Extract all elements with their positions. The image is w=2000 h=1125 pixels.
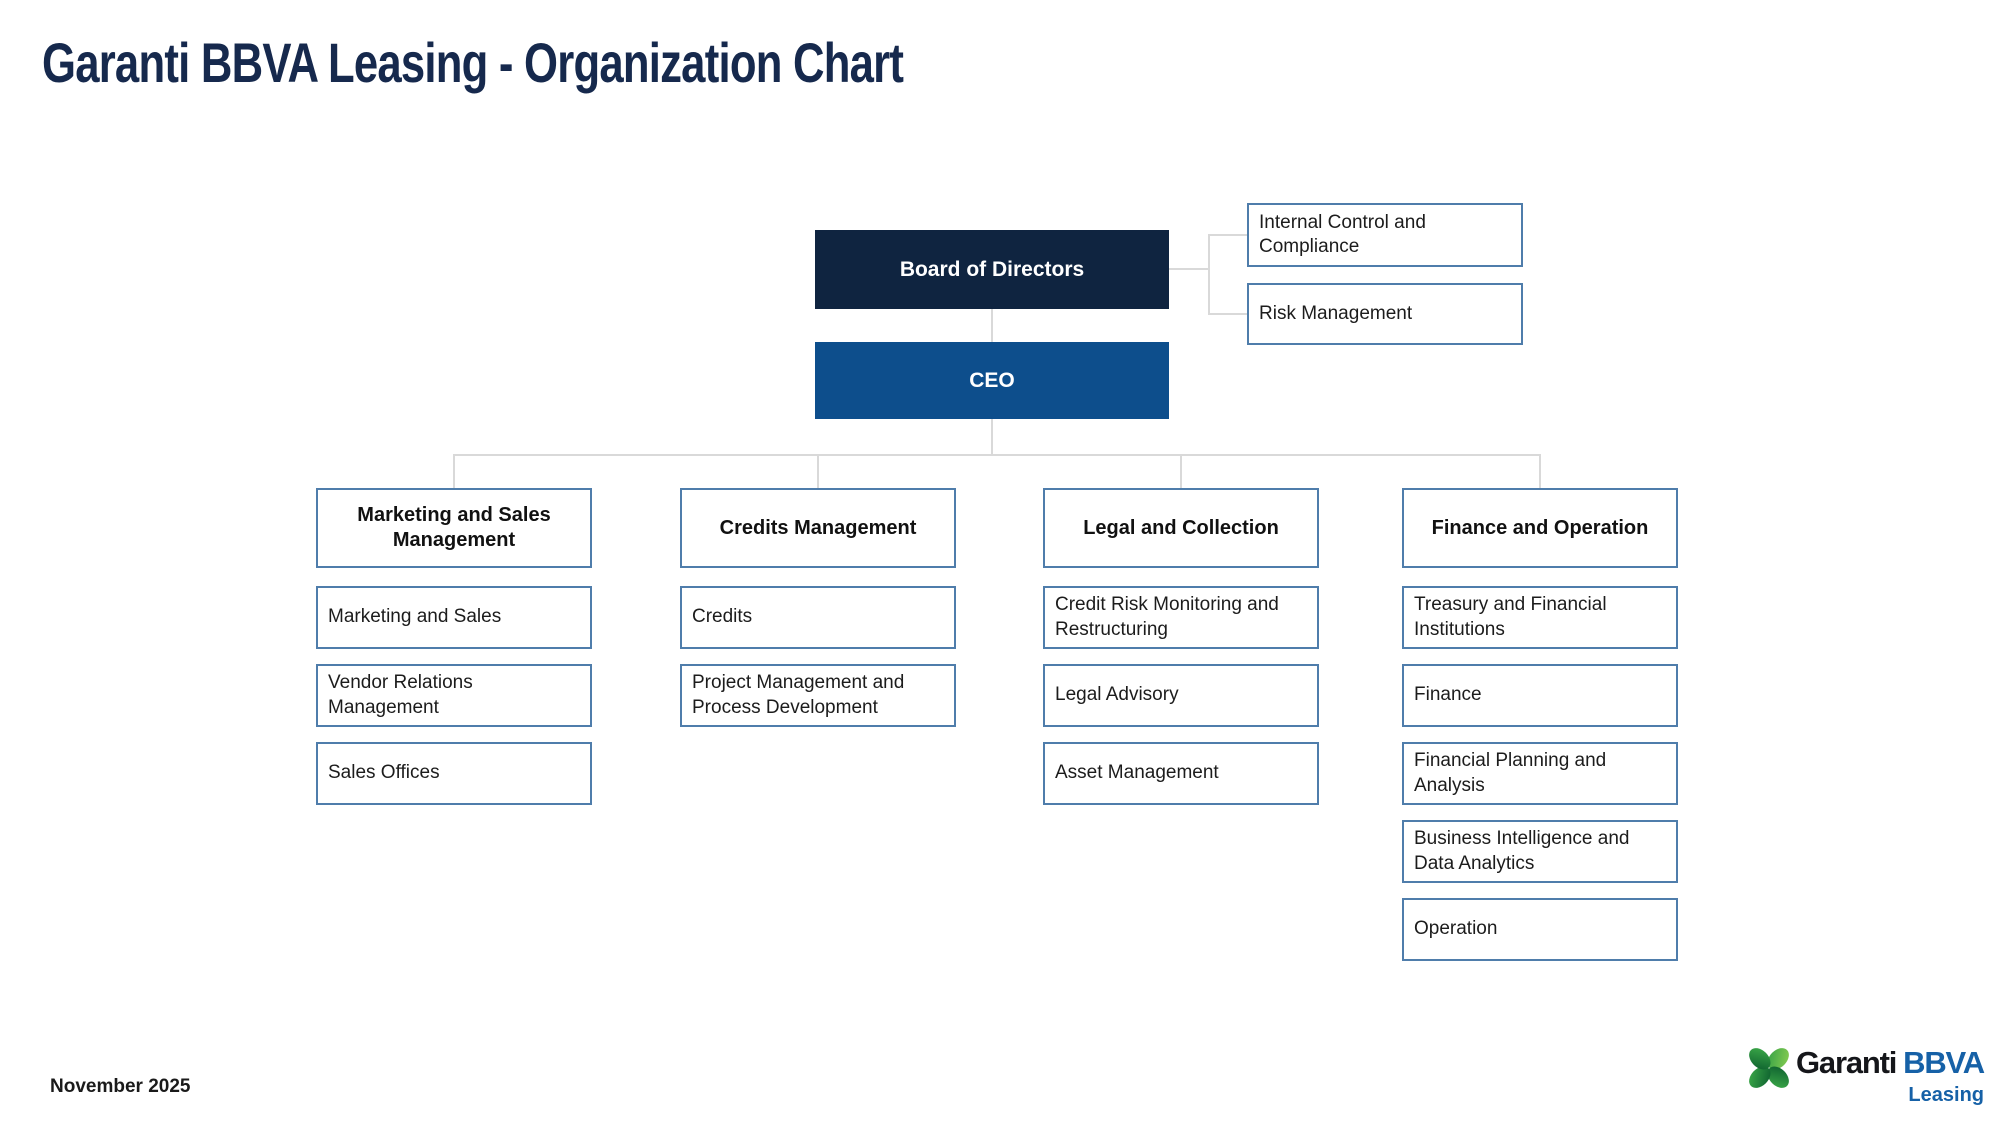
dept-header-finance-operation: Finance and Operation [1402,488,1678,568]
staff-box-risk-management: Risk Management [1247,283,1523,345]
connector-staff-stub-top [1208,234,1247,236]
dept-item: Finance [1402,664,1678,727]
date-label: November 2025 [50,1076,191,1097]
dept-item: Asset Management [1043,742,1319,805]
dept-item: Marketing and Sales [316,586,592,649]
dept-item: Operation [1402,898,1678,961]
dept-item: Legal Advisory [1043,664,1319,727]
dept-item: Vendor Relations Management [316,664,592,727]
garanti-clover-icon [1744,1042,1794,1094]
connector-drop-col3 [1180,454,1182,488]
ceo-box: CEO [815,342,1169,419]
dept-header-legal-collection: Legal and Collection [1043,488,1319,568]
connector-drop-col2 [817,454,819,488]
garanti-bbva-leasing-logo [1744,1040,1984,1104]
logo-wordmark [1796,1046,1984,1080]
connector-main-horizontal [453,454,1541,456]
connector-staff-vertical [1208,234,1210,315]
board-of-directors-box: Board of Directors [815,230,1169,309]
dept-header-marketing-sales: Marketing and Sales Management [316,488,592,568]
logo-bbva-text: BBVA [1903,1045,1984,1080]
dept-item: Sales Offices [316,742,592,805]
connector-board-ceo [991,309,993,342]
logo-leasing-text: Leasing [1908,1084,1984,1106]
connector-board-right [1169,268,1210,270]
connector-ceo-down [991,419,993,455]
logo-garanti-text: Garanti [1796,1045,1897,1080]
staff-box-internal-control: Internal Control and Compliance [1247,203,1523,267]
dept-item: Credits [680,586,956,649]
dept-item: Financial Planning and Analysis [1402,742,1678,805]
dept-item: Business Intelligence and Data Analytics [1402,820,1678,883]
connector-staff-stub-bottom [1208,313,1247,315]
dept-item: Project Management and Process Development [680,664,956,727]
dept-item: Credit Risk Monitoring and Restructuring [1043,586,1319,649]
dept-header-credits: Credits Management [680,488,956,568]
dept-item: Treasury and Financial Institutions [1402,586,1678,649]
connector-drop-col1 [453,454,455,488]
connector-drop-col4 [1539,454,1541,488]
page-title: Garanti BBVA Leasing - Organization Chart [42,31,904,94]
